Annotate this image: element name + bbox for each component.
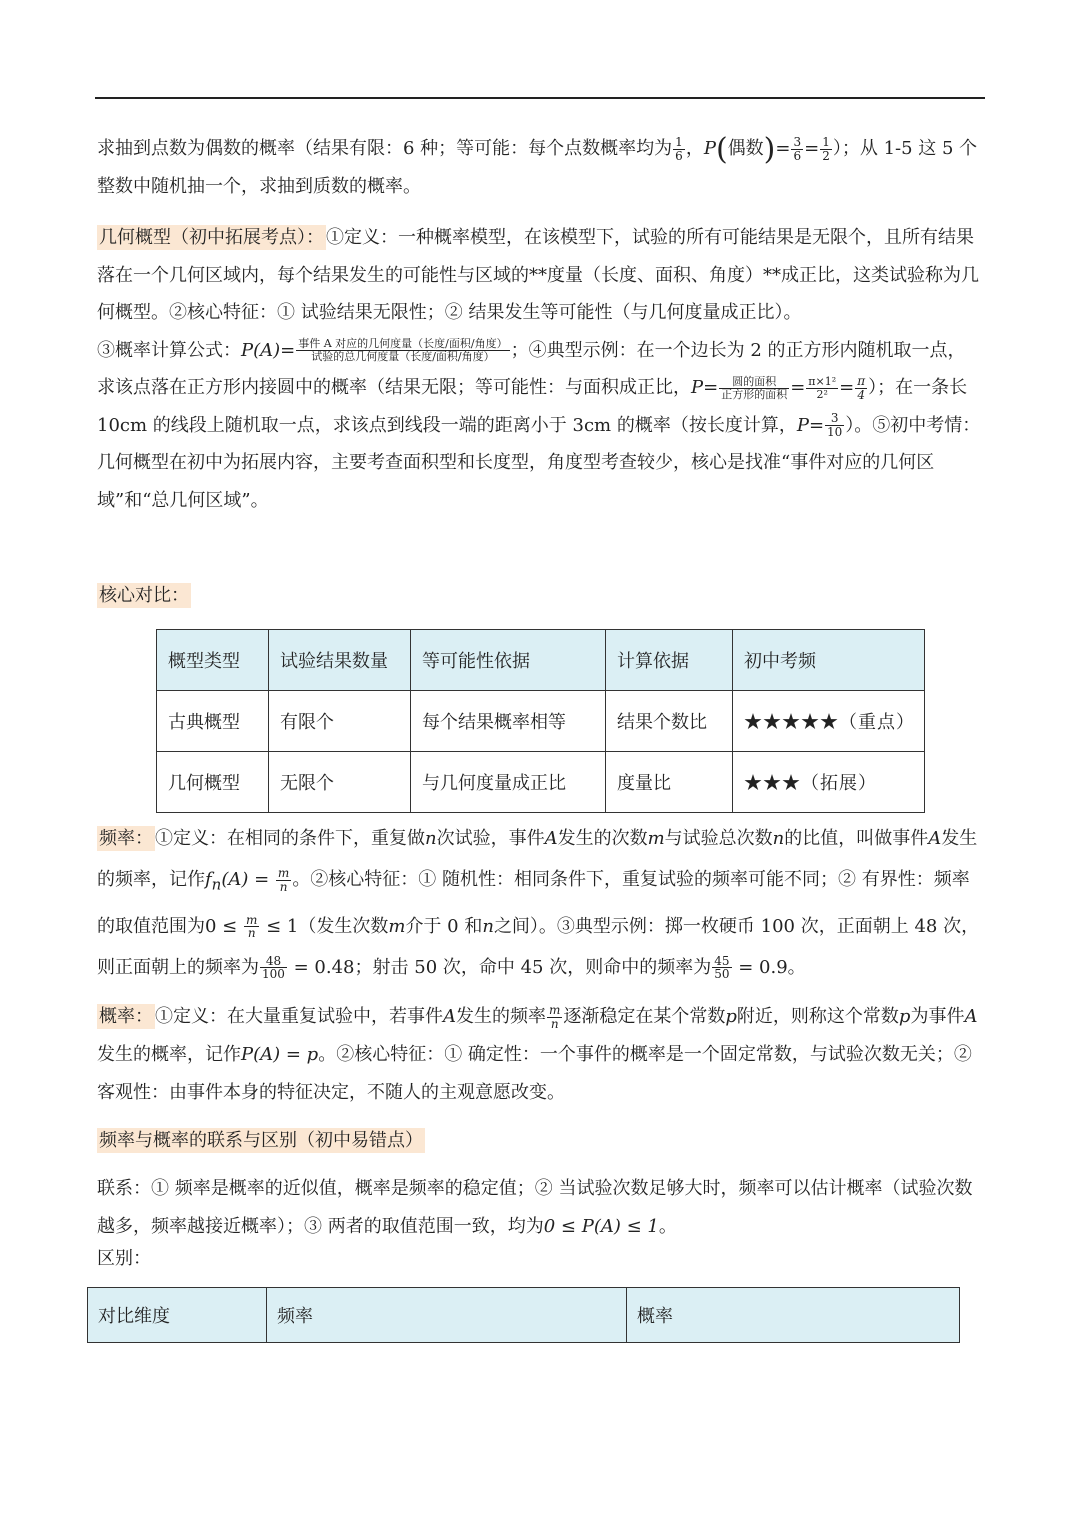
table-cell: 与几何度量成正比 <box>411 752 606 813</box>
fraction-pi-over-four-expr: $\frac{\text{π×1²}}{\text{2²}}$ <box>808 374 837 401</box>
difference-table <box>87 1287 960 1343</box>
paragraph-difference-label: 区别： <box>97 1248 151 1269</box>
table-cell: 度量比 <box>606 752 733 813</box>
paragraph-relation: 联系：① 频率是概率的近似值，概率是频率的稳定值；② 当试验次数足够大时，频率可以估计概率（试验次数越多，频率越接近概率）；③ 两者的取值范围一致，均为0 ≤ P(A) ≤ 1。 <box>97 1178 973 1237</box>
section-label-geometric: 几何概型（初中拓展考点）： <box>99 227 324 248</box>
table-cell: 古典概型 <box>157 691 269 752</box>
fraction-m-over-n: $\frac{m}{n}$ <box>245 912 258 941</box>
table-row <box>157 691 925 752</box>
table-header-cell: 等可能性依据 <box>411 630 606 691</box>
comparison-table <box>156 629 925 813</box>
section-label-frequency: 频率： <box>99 828 153 849</box>
fraction-three-sixths: $\frac{3}{6}$ <box>793 134 802 163</box>
table-cell: 每个结果概率相等 <box>411 691 606 752</box>
table-header-row <box>88 1288 960 1343</box>
table-cell: 几何概型 <box>157 752 269 813</box>
table-header-cell: 频率 <box>267 1288 627 1343</box>
table-header-cell: 试验结果数量 <box>269 630 411 691</box>
paragraph-geometric-model: 几何概型（初中拓展考点）： ①定义：一种概率模型，在该模型下，试验的所有可能结果是无限个，且所有结果落在一个几何区域内，每个结果发生的可能性与区域的**度量（长度、面积、角度）**成正比，这类试验称为几何概型。②核心特征：① 试验结果无限性；② 结果发生等可能性（与几何度量成正比）。 ③概率计算公式：P(A)= $\frac{\text{事件 A 对应的几何度量（长度/面积/角度）}}{\text{试验的总几何度量（长度/面积/角度）}}$ ；④典型示例：在一个边长为 2 的正方形内随机取一点，求该点落在正方形内接圆中的概率（结果无限；等可能性：与面积成正比，P= $\frac{\text{圆的面积}}{\text{正方形的面积}}$ = $\frac{\text{π×1²}}{\text{2²}}$ = $\frac{\pi}{4}$ ）；在一条长 10cm 的线段上随机取一点，求该点到线段一端的距离小于 3cm 的概率（按长度计算，P= $\frac{3}{10}$ ）。⑤初中考情：几何概型在初中为拓展内容，主要考查面积型和长度型，角度型考查较少，核心是找准“事件对应的几何区域”和“总几何区域”。 <box>97 227 981 511</box>
table-row <box>157 752 925 813</box>
fraction-three-tenths: $\frac{3}{10}$ <box>827 411 843 439</box>
formula-fraction-geometric: $\frac{\text{事件 A 对应的几何度量（长度/面积/角度）}}{\text{试验的总几何度量（长度/面积/角度）}}$ <box>298 337 508 363</box>
paragraph-classical-example: 求抽到点数为偶数的概率（结果有限：6 种；等可能：每个点数概率均为 $\frac{1}{6}$ ，P(偶数)= $\frac{3}{6}$ = $\frac{1}{2}$ ）；从 1-5 这 5 个整数中随机抽一个，求抽到质数的概率。 <box>97 132 978 197</box>
fraction-one-half: $\frac{1}{2}$ <box>822 134 830 163</box>
table-cell: 无限个 <box>269 752 411 813</box>
fraction-circle-square: $\frac{\text{圆的面积}}{\text{正方形的面积}}$ <box>721 374 788 401</box>
paragraph-core-comparison <box>97 577 983 615</box>
paragraph-probability: 概率： ①定义：在大量重复试验中，若事件A发生的频率 $\frac{m}{n}$ 逐渐稳定在某个常数p附近，则称这个常数p为事件A发生的概率，记作P(A) = p。②核心特征：① 确定性：一个事件的概率是一个固定常数，与试验次数无关；② 客观性：由事件本身的特征决定，不随人的主观意愿改变。 <box>97 1002 978 1103</box>
section-label-relation: 频率与概率的联系与区别（初中易错点） <box>99 1130 423 1151</box>
table-cell-frequency-rating: ★★★★★（重点） <box>733 691 925 752</box>
table-header-row <box>157 630 925 691</box>
fraction-48-over-100: $\frac{48}{100}$ <box>262 953 285 982</box>
paragraph-relation-heading <box>97 1122 983 1160</box>
table-header-cell: 概型类型 <box>157 630 269 691</box>
fraction-pi-over-four: $\frac{\pi}{4}$ <box>857 373 866 402</box>
table-cell-frequency-rating: ★★★（拓展） <box>733 752 925 813</box>
table-cell: 结果个数比 <box>606 691 733 752</box>
table-header-cell: 对比维度 <box>88 1288 267 1343</box>
paragraph-frequency: 频率： ①定义：在相同的条件下，重复做n次试验，事件A发生的次数m与试验总次数n的比值，叫做事件A发生的频率，记作$f_n(A)$ = $\frac{m}{n}$ 。②核心特征：① 随机性：相同条件下，重复试验的频率可能不同；② 有界性：频率的取值范围为0 ≤ $\frac{m}{n}$ ≤ 1（发生次数m介于 0 和n之间）。③典型示例：掷一枚硬币 100 次，正面朝上 48 次，则正面朝上的频率为 $\frac{48}{100}$ = 0.48；射击 50 次，命中 45 次，则命中的频率为 $\frac{45}{50}$ = 0.9。 <box>97 828 980 982</box>
fraction-45-over-50: $\frac{45}{50}$ <box>714 953 730 982</box>
table-header-cell: 计算依据 <box>606 630 733 691</box>
fraction-m-over-n: $\frac{m}{n}$ <box>549 1002 561 1031</box>
table-header-cell: 概率 <box>627 1288 960 1343</box>
section-label-probability: 概率： <box>99 1006 153 1027</box>
fraction-one-sixth: $\frac{1}{6}$ <box>675 134 683 163</box>
fraction-m-over-n: $\frac{m}{n}$ <box>277 865 290 894</box>
header-rule <box>95 97 985 99</box>
table-header-cell: 初中考频 <box>733 630 925 691</box>
table-cell: 有限个 <box>269 691 411 752</box>
section-label-core-comparison: 核心对比： <box>99 585 189 606</box>
